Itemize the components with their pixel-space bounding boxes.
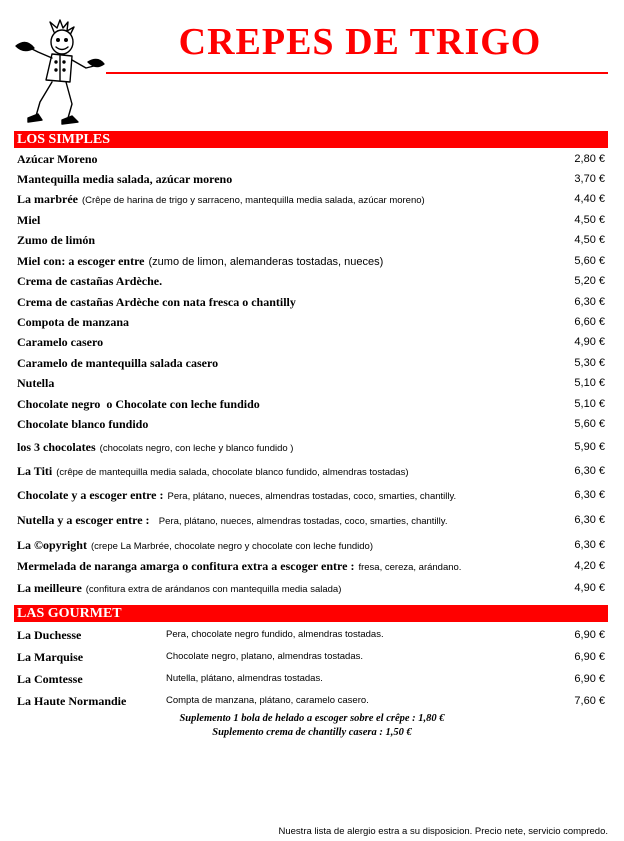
item-desc: Compta de manzana, plátano, caramelo casero. bbox=[166, 695, 369, 706]
item-price: 6,90 € bbox=[574, 629, 605, 641]
gourmet-item bbox=[17, 693, 605, 709]
item-price: 5,30 € bbox=[574, 357, 605, 369]
item-name: Nutella bbox=[17, 376, 55, 390]
menu-item bbox=[17, 580, 605, 596]
item-name: La Duchesse bbox=[17, 628, 82, 642]
section-header-simples bbox=[14, 131, 608, 148]
supplement-chantilly: Suplemento crema de chantilly casera : 1,50 € bbox=[212, 727, 412, 738]
menu-item bbox=[17, 334, 605, 350]
item-price: 5,10 € bbox=[574, 377, 605, 389]
item-desc: (confitura extra de arándanos con mantequilla media salada) bbox=[85, 584, 342, 595]
item-price: 4,50 € bbox=[574, 214, 605, 226]
menu-item bbox=[17, 212, 605, 228]
menu-item bbox=[17, 512, 605, 528]
item-price: 2,80 € bbox=[574, 153, 605, 165]
item-name: Miel bbox=[17, 213, 41, 227]
item-desc: Chocolate negro, platano, almendras tostadas. bbox=[166, 651, 363, 662]
section-header-gourmet bbox=[14, 605, 608, 622]
item-desc: Pera, plátano, nueces, almendras tostadas, coco, smarties, chantilly. bbox=[153, 516, 448, 527]
menu-item bbox=[17, 558, 605, 574]
gourmet-item bbox=[17, 627, 605, 643]
menu-item bbox=[17, 375, 605, 391]
item-name: Zumo de limón bbox=[17, 233, 96, 247]
section-title: LAS GOURMET bbox=[17, 606, 122, 621]
item-name: La ©opyright bbox=[17, 538, 87, 552]
item-price: 6,30 € bbox=[574, 539, 605, 551]
title-divider bbox=[106, 72, 608, 74]
item-price: 6,90 € bbox=[574, 673, 605, 685]
item-name: La Haute Normandie bbox=[17, 694, 127, 708]
item-name: Crema de castañas Ardèche con nata fresca o chantilly bbox=[17, 295, 296, 309]
menu-item bbox=[17, 416, 605, 432]
section-title: LOS SIMPLES bbox=[17, 132, 110, 147]
menu-item bbox=[17, 355, 605, 371]
supplement-ice-cream: Suplemento 1 bola de helado a escoger sobre el crêpe : 1,80 € bbox=[179, 713, 445, 724]
gourmet-item bbox=[17, 649, 605, 665]
menu-item bbox=[17, 232, 605, 248]
item-desc: Pera, chocolate negro fundido, almendras tostadas. bbox=[166, 629, 384, 640]
menu-item bbox=[17, 439, 605, 455]
item-price: 6,30 € bbox=[574, 296, 605, 308]
menu-item bbox=[17, 191, 605, 207]
footer-note: Nuestra lista de alergio estra a su disposicion. Precio nete, servicio compredo. bbox=[278, 826, 608, 837]
item-name: Chocolate negro o Chocolate con leche fundido bbox=[17, 397, 260, 411]
menu-item bbox=[17, 537, 605, 553]
item-name: Compota de manzana bbox=[17, 315, 130, 329]
item-price: 7,60 € bbox=[574, 695, 605, 707]
item-name: La marbrée bbox=[17, 192, 78, 206]
menu-item bbox=[17, 314, 605, 330]
item-price: 6,30 € bbox=[574, 465, 605, 477]
gourmet-item bbox=[17, 671, 605, 687]
menu-item bbox=[17, 151, 605, 167]
item-desc: Nutella, plátano, almendras tostadas. bbox=[166, 673, 323, 684]
item-name: Chocolate y a escoger entre : bbox=[17, 488, 164, 502]
item-desc: (Crêpe de harina de trigo y sarraceno, mantequilla media salada, azúcar moreno) bbox=[81, 195, 425, 206]
item-name: Miel con: a escoger entre bbox=[17, 254, 145, 268]
item-name: La Titi bbox=[17, 464, 53, 478]
item-price: 5,10 € bbox=[574, 398, 605, 410]
item-price: 5,60 € bbox=[574, 255, 605, 267]
menu-item bbox=[17, 273, 605, 289]
item-desc: (chocolats negro, con leche y blanco fundido ) bbox=[99, 443, 294, 454]
item-price: 6,90 € bbox=[574, 651, 605, 663]
item-name: Chocolate blanco fundido bbox=[17, 417, 149, 431]
menu-item bbox=[17, 171, 605, 187]
item-price: 6,30 € bbox=[574, 489, 605, 501]
menu-item bbox=[17, 396, 605, 412]
page-title: CREPES DE TRIGO bbox=[178, 21, 542, 63]
menu-item bbox=[17, 294, 605, 310]
item-price: 4,20 € bbox=[574, 560, 605, 572]
item-desc: (crepe La Marbrée, chocolate negro y chocolate con leche fundido) bbox=[90, 541, 373, 552]
item-price: 4,90 € bbox=[574, 582, 605, 594]
item-desc: (crêpe de mantequilla media salada, chocolate blanco fundido, almendras tostadas) bbox=[56, 467, 409, 478]
menu-item bbox=[17, 463, 605, 479]
item-price: 3,70 € bbox=[574, 173, 605, 185]
item-desc: Pera, plátano, nueces, almendras tostadas, coco, smarties, chantilly. bbox=[167, 491, 457, 502]
item-name: La Comtesse bbox=[17, 672, 83, 686]
item-price: 4,90 € bbox=[574, 336, 605, 348]
item-name: Azúcar Moreno bbox=[17, 152, 98, 166]
item-name: Caramelo casero bbox=[17, 335, 104, 349]
item-price: 4,40 € bbox=[574, 193, 605, 205]
item-name: Crema de castañas Ardèche. bbox=[17, 274, 163, 288]
item-name: Caramelo de mantequilla salada casero bbox=[17, 356, 219, 370]
item-name: La meilleure bbox=[17, 581, 82, 595]
item-name: Nutella y a escoger entre : bbox=[17, 513, 150, 527]
item-name: los 3 chocolates bbox=[17, 440, 96, 454]
menu-item bbox=[17, 253, 605, 269]
menu-item bbox=[17, 487, 605, 503]
item-desc: fresa, cereza, arándano. bbox=[358, 562, 462, 573]
item-price: 5,20 € bbox=[574, 275, 605, 287]
item-price: 4,50 € bbox=[574, 234, 605, 246]
item-name: La Marquise bbox=[17, 650, 84, 664]
item-price: 6,60 € bbox=[574, 316, 605, 328]
item-name: Mantequilla media salada, azúcar moreno bbox=[17, 172, 233, 186]
item-name: Mermelada de naranga amarga o confitura extra a escoger entre : bbox=[17, 559, 355, 573]
item-price: 6,30 € bbox=[574, 514, 605, 526]
item-price: 5,90 € bbox=[574, 441, 605, 453]
chef-mascot-icon bbox=[10, 18, 105, 128]
item-desc: (zumo de limon, alemanderas tostadas, nueces) bbox=[148, 256, 384, 268]
item-price: 5,60 € bbox=[574, 418, 605, 430]
